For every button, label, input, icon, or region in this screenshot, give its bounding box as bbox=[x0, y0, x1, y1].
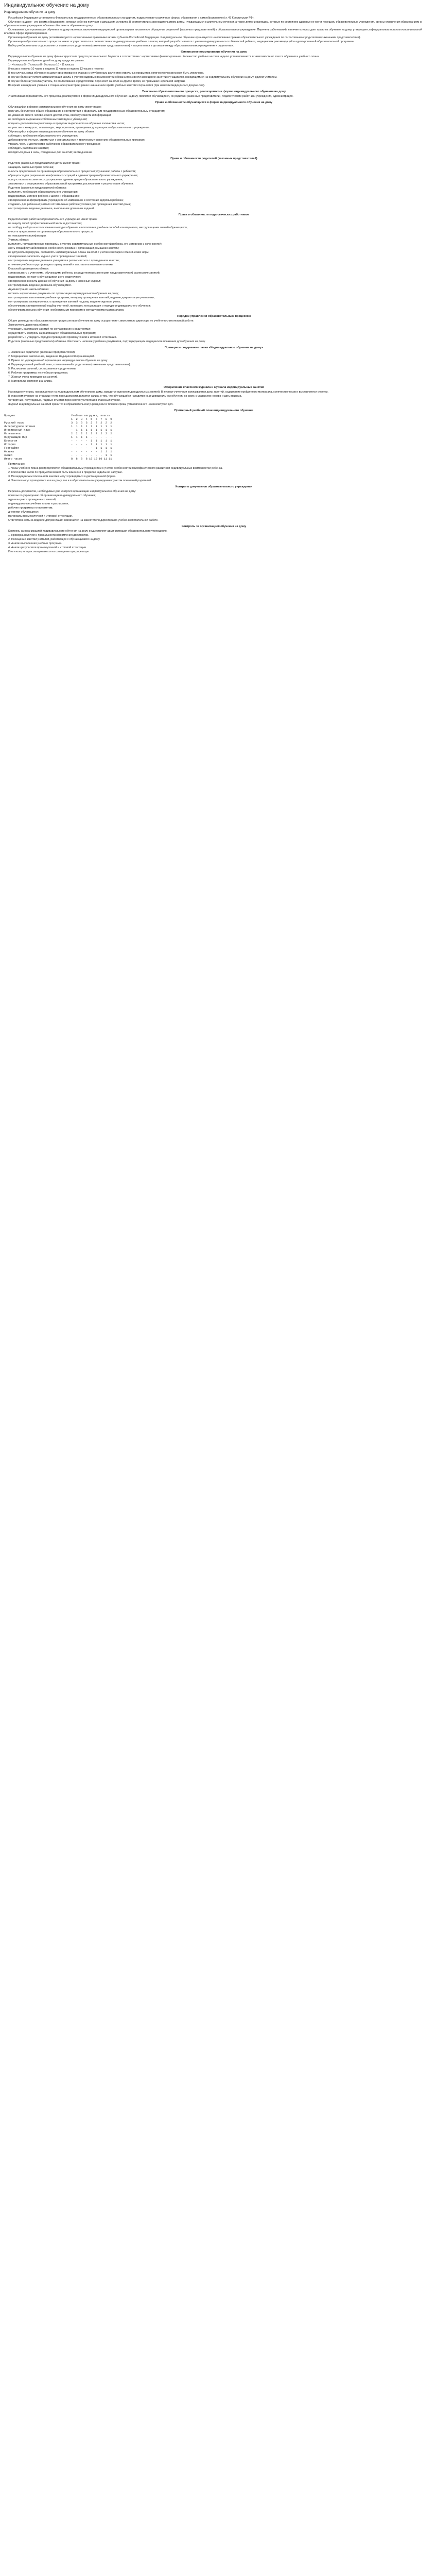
paragraph: обеспечивать процесс обучения необходимыми программно-методическими материалами. bbox=[8, 309, 125, 312]
section-heading: Права и обязанности педагогических работников bbox=[178, 213, 250, 216]
section-heading: Права и обязанности обучающихся в форме индивидуального обучения на дому bbox=[155, 101, 273, 104]
paragraph: Во время нахождения ученика в стационаре (санатории) ранее назначенное время учебных занятий сохраняется (при наличии медицинских документов). bbox=[8, 84, 205, 87]
paragraph: согласовывать с учителями, обучающими ребенка, и с родителями (законными представителями) расписание занятий; bbox=[8, 272, 161, 275]
paragraph: контролировать ведение дневника обучающимся. bbox=[8, 284, 72, 287]
paragraph: 8. Материалы контроля и анализа. bbox=[8, 380, 53, 383]
paragraph: готовить нормативные документы по организации индивидуального обучения на дому; bbox=[8, 292, 119, 295]
paragraph: Перечень документов, необходимых для контроля организации индивидуального обучения на дому: bbox=[8, 490, 136, 493]
section-heading: Права и обязанности родителей (законных представителей) bbox=[170, 157, 257, 160]
paragraph: 5. Расписание занятий, согласованное с родителями. bbox=[8, 367, 77, 370]
hours-cell: 3 3 3 3 2 2 2 2 2 bbox=[71, 421, 112, 425]
paragraph: осуществлять контроль за реализацией образовательных программ; bbox=[8, 332, 96, 335]
paragraph: 4. Анализ результатов промежуточной и итоговой аттестации. bbox=[8, 546, 87, 549]
paragraph: уважать честь и достоинство работников образовательного учреждения; bbox=[8, 143, 101, 146]
paragraph: 3. Приказ по учреждению об организации индивидуального обучения на дому. bbox=[8, 359, 108, 362]
hours-cell: 2 2 2 2 2 2 2 2 2 bbox=[71, 432, 112, 435]
paragraph: Обучающийся в форме индивидуального обучения на дому имеет право: bbox=[8, 106, 102, 109]
paragraph: Родители (законные представители) детей имеют право: bbox=[8, 162, 81, 165]
table-row bbox=[4, 418, 424, 421]
paragraph: Администрация школы обязана: bbox=[8, 288, 49, 291]
paragraph: Итоги контроля рассматриваются на совещании при директоре. bbox=[8, 550, 90, 553]
subject-cell: Литературное чтение bbox=[4, 425, 36, 428]
paragraph: контролировать выполнение учебных программ, методику проведения занятий, ведение документации учителями; bbox=[8, 296, 155, 299]
hours-cell: - - - - - - 1 1 1 bbox=[71, 450, 112, 453]
table-row bbox=[4, 429, 424, 432]
paragraph: индивидуальные учебные планы и расписания; bbox=[8, 502, 69, 505]
section-heading: Контроль документов образовательного учреждения bbox=[175, 485, 253, 488]
paragraph: создавать для ребенка и учителя оптимальные рабочие условия для проведения занятий дома; bbox=[8, 203, 131, 206]
subject-cell: Химия bbox=[4, 454, 12, 457]
hours-cell: - - - - 1 1 1 1 1 bbox=[71, 439, 112, 443]
paragraph: контролировать ведение дневника, выполнение домашних заданий. bbox=[8, 207, 95, 210]
paragraph: на свободу выбора и использования методик обучения и воспитания, учебных пособий и материалов, методов оценки знаний обучающихся; bbox=[8, 226, 188, 229]
paragraph: 2. Посещение занятий учителей, работающих с обучающимися на дому. bbox=[8, 538, 100, 541]
paragraph: Обучение на дому - это форма образования, которая ребенок получает в домашних условиях. В соответствии с законодательством детям, нуждающимся в длительном лечении, а также детям-инвалидам, которые по состоянию здоровья не могут посещать образовательные учреждения, органы управления образованием и образовательные учреждения обязаны обеспечить обучение на дому. bbox=[4, 21, 422, 27]
paragraph: своевременно заполнять журнал учета проведенных занятий; bbox=[8, 255, 88, 258]
paragraph: В случае болезни учителя администрация школы с учетом кадровых возможностей обязана произвести замещение занятий с учащимися, находящимися на индивидуальном обучении на дому, другим учителем. bbox=[8, 76, 277, 79]
paragraph: 1. Заявление родителей (законных представителей). bbox=[8, 351, 76, 354]
curriculum-table bbox=[4, 414, 424, 461]
section-heading: Участники образовательного процесса, реализуемого в форме индивидуального обучения на дому bbox=[142, 90, 286, 93]
hours-cell: 1 1 1 1 1 1 1 1 1 bbox=[71, 425, 112, 428]
table-row bbox=[4, 439, 424, 443]
paragraph: своевременно информировать учреждение об изменениях в состоянии здоровья ребенка; bbox=[8, 199, 124, 202]
table-row bbox=[4, 447, 424, 450]
paragraph: Российская Федерация установлена Федеральным государственным образовательным стандартом, подразумевает различные формы образования и самообразования (ст. 43 Конституции РФ). bbox=[8, 16, 254, 20]
paragraph: Выбор учебного плана осуществляется совместно с родителями (законными представителями) и закрепляется в договоре между образовательным учреждением и родителями. bbox=[8, 44, 234, 47]
paragraph: 1 - 4 классы 5 - 7 классы 8 - 9 классы 10 - 11 классы bbox=[8, 63, 75, 66]
hours-cell: 1 1 1 1 - - - - - bbox=[71, 436, 112, 439]
subject-cell bbox=[4, 418, 71, 421]
paragraph: вносить предложения по организации образовательного процесса; bbox=[8, 230, 94, 233]
paragraph: выполнять государственные программы с учетом индивидуальных особенностей ребенка, его интересов и склонностей; bbox=[8, 243, 162, 246]
paragraph: вносить предложения по организации образовательного процесса и улучшению работы с ребенком; bbox=[8, 170, 136, 173]
section-heading: Порядок управления образовательным процессом bbox=[177, 315, 251, 318]
paragraph: 3. Анализ выполнения учебных программ. bbox=[8, 542, 62, 545]
paragraph: Обучающийся в форме индивидуального обучения на дому обязан: bbox=[8, 130, 95, 133]
paragraph: 3. По медицинским показаниям занятия могут проводиться в дистанционной форме. bbox=[8, 475, 116, 478]
paragraph: поддерживать интерес ребенка к школе и образованию; bbox=[8, 195, 80, 198]
subject-cell: Предмет bbox=[4, 414, 16, 417]
hours-cell: 1 2 3 4 5 6 7 8 9 bbox=[71, 418, 112, 421]
section-heading: Оформление классного журнала и журнала индивидуальных занятий bbox=[163, 386, 265, 389]
paragraph: Педагогический работник образовательного учреждения имеет право: bbox=[8, 218, 98, 221]
paragraph: разработать и утвердить порядок проведения промежуточной и итоговой аттестации. bbox=[8, 336, 117, 339]
paragraph: в течение учебного года проводить оценку знаний и выставлять итоговые отметки. bbox=[8, 263, 114, 266]
paragraph: 7. Журнал учета проведенных занятий. bbox=[8, 376, 58, 379]
paragraph: находиться дома в часы, отведенные для занятий; вести дневник. bbox=[8, 151, 93, 154]
paragraph: знать специфику заболевания, особенности режима и организации домашних занятий; bbox=[8, 247, 119, 250]
paragraph: поддерживать контакт с обучающимся и его родителями; bbox=[8, 276, 81, 279]
section-heading: Финансовое нормирование обучения на дому bbox=[181, 50, 247, 54]
subject-cell: География bbox=[4, 447, 19, 450]
paragraph: 1. Часы учебного плана распределяются образовательным учреждением с учетом особенностей психофизического развития и индивидуальных возможностей ребенка. bbox=[8, 467, 223, 470]
paragraph: соблюдать расписание занятий; bbox=[8, 147, 49, 150]
paragraph: Родители (законные представители) обязаны: bbox=[8, 187, 67, 190]
hours-cell: - - - - - - - 1 1 bbox=[71, 454, 112, 457]
paragraph: Журнал индивидуальных занятий хранится в образовательном учреждении в течение срока, установленного номенклатурой дел. bbox=[8, 403, 173, 406]
paragraph: на свободное выражение собственных взглядов и убеждений; bbox=[8, 118, 88, 121]
paragraph: В том случае, когда обучение на дому организовано в классах с углубленным изучением отдельных предметов, количество часов может быть увеличено. bbox=[8, 72, 204, 75]
section-heading: Примерный учебный план индивидуального обучения bbox=[174, 409, 254, 412]
document bbox=[0, 0, 428, 560]
paragraph: На каждого ученика, находящегося на индивидуальном обучении на дому, заводится журнал индивидуальных занятий. В журнал учителями записываются даты занятий, содержание пройденного материала, количество часов и выставляются отметки. bbox=[8, 391, 328, 394]
hours-cell: - 1 1 1 1 1 1 1 1 bbox=[71, 429, 112, 432]
paragraph: 6. Рабочие программы по учебным предметам. bbox=[8, 371, 68, 375]
paragraph: на повышение квалификации. bbox=[8, 234, 47, 238]
paragraph: Учитель обязан: bbox=[8, 239, 29, 242]
paragraph: Индивидуальное обучение детей на дому предусматривает: bbox=[8, 59, 85, 62]
paragraph: знакомиться с содержанием образовательной программы, расписанием и результатами обучения. bbox=[8, 182, 134, 185]
paragraph: Общее руководство образовательным процессом при обучении на дому осуществляет заместитель директора по учебно-воспитательной работе. bbox=[8, 319, 194, 323]
paragraph: Примечание: bbox=[8, 463, 25, 466]
paragraph: Ответственность за ведение документации возлагается на заместителя директора по учебно-воспитательной работе. bbox=[8, 519, 159, 522]
section-heading: Примерное содержание папки «Индивидуальное обучение на дому» bbox=[164, 346, 264, 349]
paragraph: рабочие программы по предметам; bbox=[8, 506, 53, 510]
subject-cell: Итого часов bbox=[4, 457, 22, 461]
paragraph: своевременно вносить данные об обучении на дому в классный журнал; bbox=[8, 280, 101, 283]
hours-cell: 8 8 8 8 10 10 10 11 11 bbox=[71, 457, 112, 461]
subject-cell: Математика bbox=[4, 432, 21, 435]
hours-cell: - - - - - 1 1 1 1 bbox=[71, 447, 112, 450]
paragraph: Участниками образовательного процесса, реализуемого в форме индивидуального обучения на дому, являются обучающиеся, их родители (законные представители), педагогические работники учреждения, администрация. bbox=[8, 95, 293, 98]
paragraph: Основанием для организации обучения на дому является заключение медицинской организации и письменное обращение родителей (законных представителей) в образовательное учреждение. Перечень заболеваний, наличие которых дает право на обучение на дому, утверждается федеральным органом исполнительной власти в сфере здравоохранения. bbox=[4, 28, 422, 35]
paragraph: присутствовать на занятиях с разрешения администрации образовательного учреждения; bbox=[8, 178, 123, 181]
paragraph: добросовестно учиться, стремиться к сознательному и творческому освоению образовательных программ; bbox=[8, 139, 145, 142]
paragraph: приказы по учреждению об организации индивидуального обучения; bbox=[8, 494, 96, 497]
page-subtitle: Индивидуальное обучение на дому bbox=[4, 11, 56, 14]
paragraph: обращаться для разрешения конфликтных ситуаций к администрации образовательного учреждения; bbox=[8, 174, 138, 177]
table-row bbox=[4, 457, 424, 461]
paragraph: дневники обучающихся; bbox=[8, 511, 39, 514]
paragraph: получать бесплатное общее образование в соответствии с федеральным государственным образовательным стандартом; bbox=[8, 110, 165, 113]
paragraph: В классном журнале на странице учета посещаемости делается запись о том, что обучающийся находится на индивидуальном обучении на дому, с указанием номера и даты приказа. bbox=[8, 395, 242, 398]
paragraph: 2. Медицинское заключение, выданное медицинской организацией. bbox=[8, 355, 95, 358]
table-row bbox=[4, 436, 424, 439]
paragraph: контролировать своевременность проведения занятий на дому, ведение журнала учета; bbox=[8, 300, 121, 303]
paragraph: Организация образовательного процесса может осуществляться в соответствии с индивидуальным учебным планом, который разрабатывается с учетом индивидуальных особенностей ребенка, медицинских рекомендаций и адаптированной образовательной программы. bbox=[8, 40, 355, 43]
section-heading: Контроль за организацией обучения на дому bbox=[181, 525, 247, 528]
paragraph: на защиту своей профессиональной чести и достоинства; bbox=[8, 222, 82, 225]
paragraph: Родители (законные представители) обязаны обеспечить наличие у ребенка документов, подтверждающих медицинские показания для обучения на дому. bbox=[8, 340, 206, 343]
paragraph: утверждать расписание занятий по согласованию с родителями; bbox=[8, 328, 91, 331]
paragraph: Организация обучения на дому регламентируется нормативными правовыми актами субъекта Российской Федерации. Индивидуальное обучение организуется на основании приказа образовательного учреждения по согласованию с родителями (законными представителями). bbox=[8, 36, 361, 39]
paragraph: Заместитель директора обязан: bbox=[8, 324, 49, 327]
table-row bbox=[4, 454, 424, 457]
subject-cell: Окружающий мир bbox=[4, 436, 27, 439]
page-title: Индивидуальное обучение на дому bbox=[4, 3, 90, 8]
paragraph: 8 часов в неделю 10 часов в неделю 11 часов в неделю 12 часов в неделю bbox=[8, 67, 103, 71]
paragraph: Индивидуальное обучение на дому финансируется из средств регионального бюджета в соответствии с нормативами финансирования. Количество учебных часов в неделю устанавливается в зависимости от класса обучения и учебного плана. bbox=[8, 55, 320, 58]
paragraph: журналы учета проведенных занятий; bbox=[8, 498, 57, 501]
paragraph: на уважение своего человеческого достоинства, свободу совести и информации; bbox=[8, 114, 112, 117]
paragraph: материалы промежуточной и итоговой аттестации. bbox=[8, 515, 73, 518]
subject-cell: Русский язык bbox=[4, 421, 24, 425]
paragraph: 4. Индивидуальный учебный план, согласованный с родителями (законными представителями). bbox=[8, 363, 131, 366]
subject-cell: Физика bbox=[4, 450, 14, 453]
paragraph: В случае болезни ученика учитель, по согласованию с родителями, переносит занятия на другое время, не превышая недельной нагрузки. bbox=[8, 80, 186, 83]
paragraph: Четвертные, полугодовые, годовые отметки переносятся учителями в классный журнал. bbox=[8, 399, 121, 402]
subject-cell: История bbox=[4, 443, 16, 446]
paragraph: защищать законные права ребенка; bbox=[8, 166, 54, 169]
paragraph: 1. Проверка наличия и правильности оформления документов. bbox=[8, 534, 89, 537]
paragraph: на участие в конкурсах, олимпиадах, мероприятиях, проводимых для учащихся образовательного учреждения. bbox=[8, 126, 150, 129]
document-body bbox=[4, 16, 424, 554]
paragraph: 2. Количество часов по предметам может быть изменено в пределах недельной нагрузки. bbox=[8, 471, 123, 474]
paragraph: не допускать перегрузки, составлять индивидуальные планы занятий с учетом санитарно-гигиенических норм; bbox=[8, 251, 149, 254]
table-row bbox=[4, 450, 424, 454]
paragraph: соблюдать требования образовательного учреждения; bbox=[8, 134, 78, 138]
paragraph: выполнять требования образовательного учреждения; bbox=[8, 191, 78, 194]
paragraph: Классный руководитель обязан: bbox=[8, 267, 49, 270]
paragraph: обеспечивать своевременный подбор учителей, проводить консультации о порядке индивидуального обучения; bbox=[8, 304, 151, 308]
paragraph: получать дополнительную помощь в пределах выделенного на обучение количества часов; bbox=[8, 122, 125, 125]
table-row bbox=[4, 421, 424, 425]
table-row bbox=[4, 425, 424, 429]
paragraph: Контроль за организацией индивидуального обучения на дому осуществляет администрация образовательного учреждения. bbox=[8, 530, 168, 533]
paragraph: контролировать ведение дневника учащимся и расписываться о проведенном занятии; bbox=[8, 259, 120, 262]
table-row bbox=[4, 414, 424, 418]
table-row bbox=[4, 443, 424, 447]
subject-cell: Иностранный язык bbox=[4, 429, 30, 432]
paragraph: 4. Занятия могут проводиться как на дому, так и в образовательном учреждении с учетом пожеланий родителей. bbox=[8, 479, 152, 482]
hours-cell: - - - - 1 1 1 1 1 bbox=[71, 443, 112, 446]
hours-cell: Учебная нагрузка, классы bbox=[71, 414, 111, 417]
subject-cell: Биология bbox=[4, 439, 18, 443]
table-row bbox=[4, 432, 424, 436]
